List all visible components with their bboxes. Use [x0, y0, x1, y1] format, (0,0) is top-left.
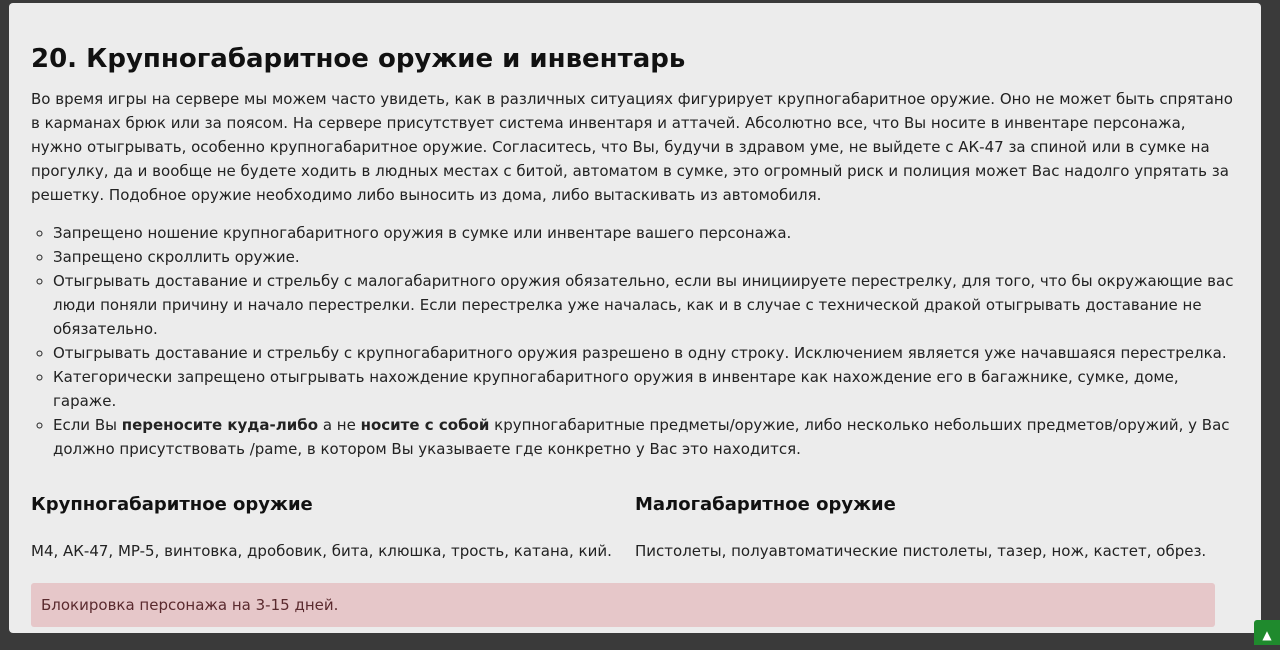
large-weapons-heading: Крупногабаритное оружие: [31, 494, 313, 515]
small-weapons-heading: Малогабаритное оружие: [635, 494, 896, 515]
list-item: ◦ Отыгрывать доставание и стрельбу с малогабаритного оружия обязательно, если вы инициируете перестрелку, для того, что бы окружающие вас люди поняли причину и начало перестрелки. Если перестрелка уже началась, как и в случае с технической дракой отыгрывать доставание не обязательно.: [53, 269, 1239, 341]
arrow-up-icon: ▲: [1262, 628, 1272, 642]
list-item: ◦ Категорически запрещено отыгрывать нахождение крупногабаритного оружия в инвентаре как нахождение его в багажнике, сумке, доме, гараже.: [53, 365, 1239, 413]
rules-card: [9, 3, 1261, 633]
intro-paragraph: Во время игры на сервере мы можем часто увидеть, как в различных ситуациях фигурирует крупногабаритное оружие. Оно не может быть спрятано в карманах брюк или за поясом. На сервере присутствует система инвентаря и аттачей. Абсолютно все, что Вы носите в инвентаре персонажа, нужно отыгрывать, особенно крупногабаритное оружие. Согласитесь, что Вы, будучи в здравом уме, не выйдете с АК-47 за спиной или в сумке на прогулку, да и вообще не будете ходить в людных местах с битой, автоматом в сумке, это огромный риск и полиция может Вас надолго упрятать за решетку. Подобное оружие необходимо либо выносить из дома, либо вытаскивать из автомобиля.: [31, 90, 1233, 204]
rule-text: крупногабаритные предметы/оружие, либо несколько небольших предметов/оружий, у Вас должно присутствовать /pame, в котором Вы указываете где конкретно у Вас это находится.: [53, 416, 1230, 458]
large-weapons-list: М4, АК-47, MP-5, винтовка, дробовик, бита, клюшка, трость, катана, кий.: [31, 542, 612, 560]
list-item: ◦ Запрещено скроллить оружие.: [53, 245, 1239, 269]
rule-emphasis: носите с собой: [360, 416, 490, 434]
list-item: ◦ Запрещено ношение крупногабаритного оружия в сумке или инвентаре вашего персонажа.: [53, 221, 1239, 245]
small-weapons-column: [635, 493, 1239, 563]
large-weapons-column: [31, 493, 635, 563]
penalty-alert: Блокировка персонажа на 3-15 дней.: [31, 583, 1215, 627]
rules-list: [31, 221, 1239, 461]
scroll-top-button[interactable]: [1254, 620, 1280, 645]
page-title: 20. Крупногабаритное оружие и инвентарь: [31, 44, 686, 74]
rule-text: Если Вы: [53, 416, 122, 434]
rule-emphasis: переносите куда-либо: [121, 416, 319, 434]
list-item: ◦ Отыгрывать доставание и стрельбу с крупногабаритного оружия разрешено в одну строку. Исключением является уже начавшаяся перестрелка.: [53, 341, 1239, 365]
small-weapons-list: Пистолеты, полуавтоматические пистолеты, тазер, нож, кастет, обрез.: [635, 542, 1207, 560]
weapon-columns: [31, 493, 1239, 563]
list-item: [53, 413, 1239, 461]
rule-text: а не: [318, 416, 361, 434]
